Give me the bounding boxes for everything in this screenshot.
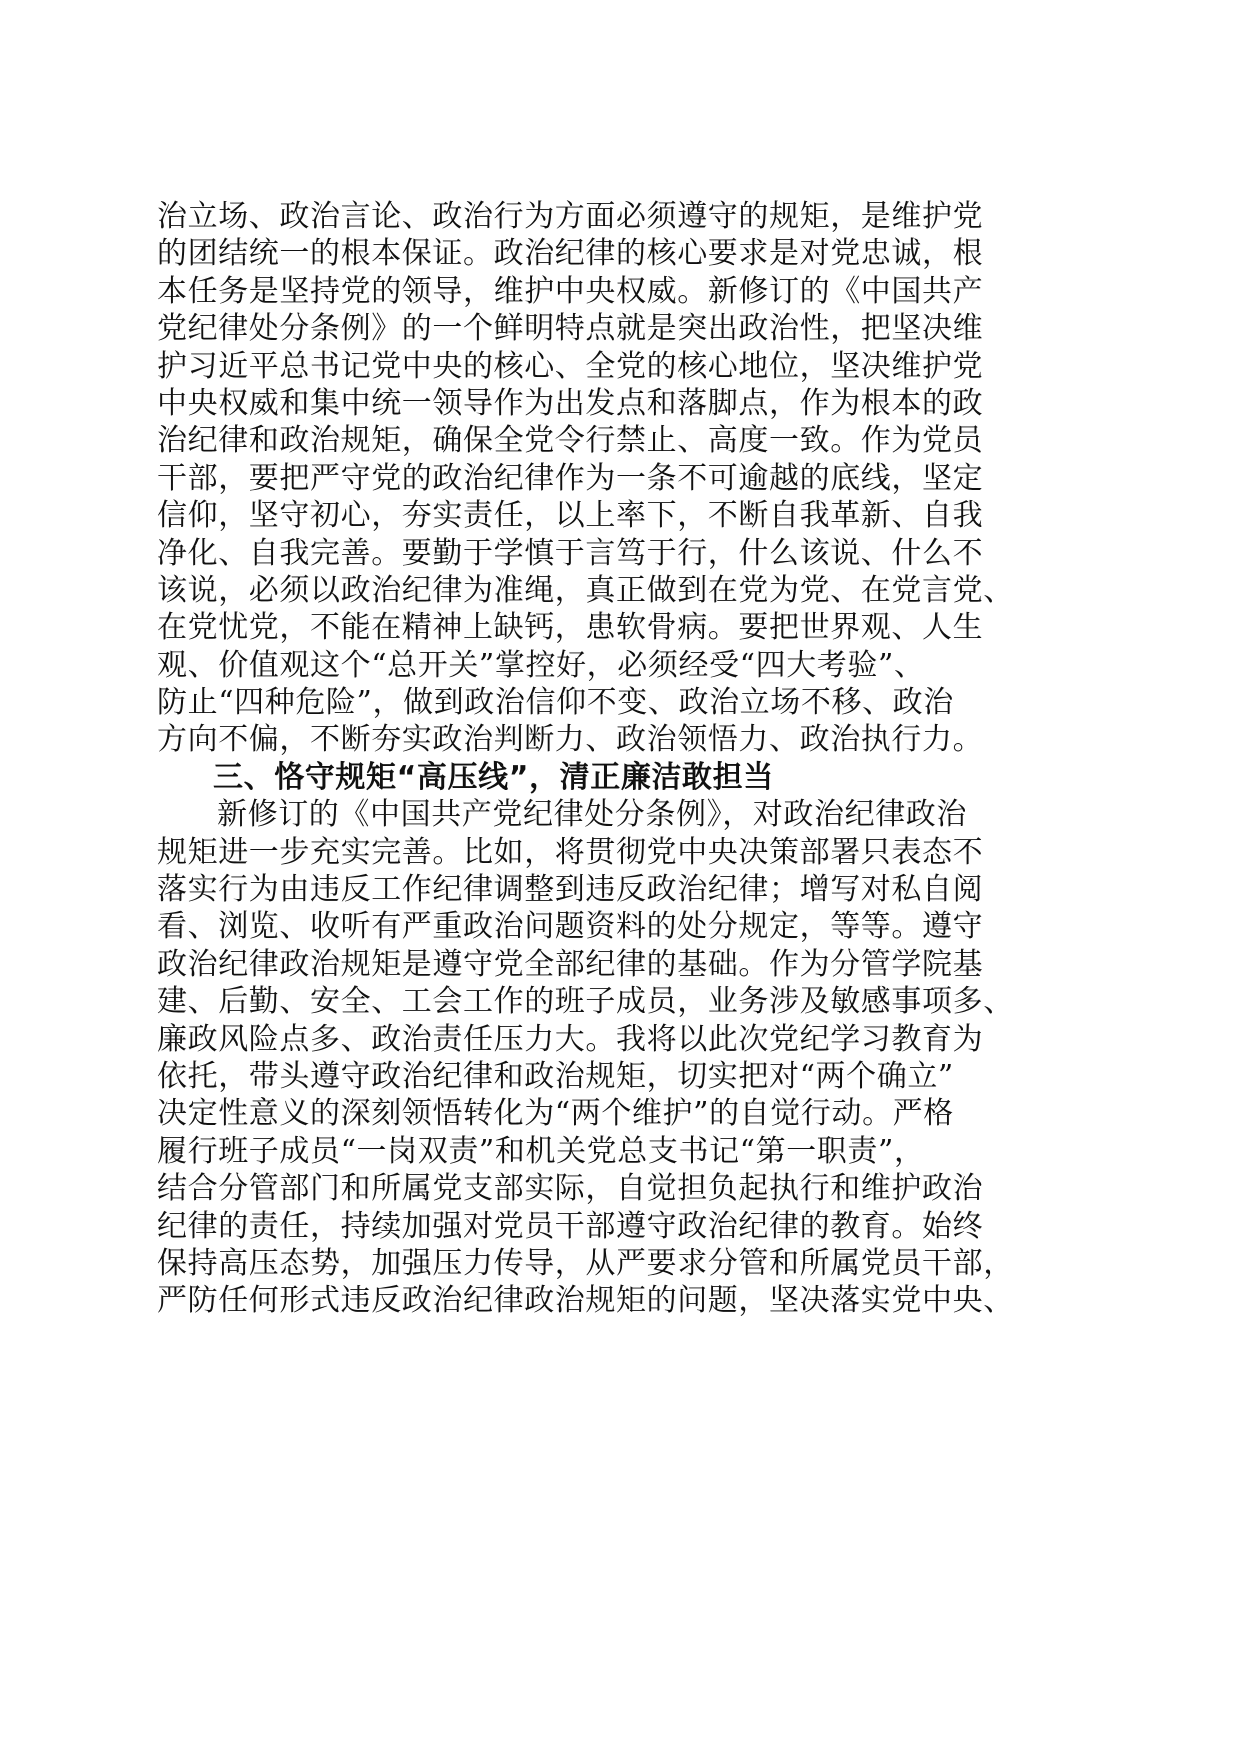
text-line: 新修订的《中国共产党纪律处分条例》，对政治纪律政治 bbox=[217, 797, 967, 833]
text-line: 严防任何形式违反政治纪律政治规矩的问题，坚决落实党中央、 bbox=[157, 1283, 1014, 1319]
text-line: 履行班子成员“一岗双责”和机关党总支书记“第一职责”， bbox=[157, 1133, 925, 1169]
text-line: 中央权威和集中统一领导作为出发点和落脚点，作为根本的政 bbox=[157, 385, 984, 421]
text-line: 干部，要把严守党的政治纪律作为一条不可逾越的底线，坚定 bbox=[157, 460, 984, 496]
text-line: 结合分管部门和所属党支部实际，自觉担负起执行和维护政治 bbox=[157, 1171, 984, 1207]
text-line: 政治纪律政治规矩是遵守党全部纪律的基础。作为分管学院基 bbox=[157, 946, 984, 982]
text-line: 护习近平总书记党中央的核心、全党的核心地位，坚决维护党 bbox=[157, 348, 984, 384]
paragraph-rules-red-line bbox=[157, 796, 1097, 1319]
text-line: 廉政风险点多、政治责任压力大。我将以此次党纪学习教育为 bbox=[157, 1021, 984, 1057]
text-line: 观、价值观这个“总开关”掌控好，必须经受“四大考验”、 bbox=[157, 647, 925, 683]
text-line: 治纪律和政治规矩，确保全党令行禁止、高度一致。作为党员 bbox=[157, 423, 984, 459]
text-line: 净化、自我完善。要勤于学慎于言笃于行，什么该说、什么不 bbox=[157, 535, 984, 571]
text-line: 保持高压态势，加强压力传导，从严要求分管和所属党员干部， bbox=[157, 1245, 1014, 1281]
text-line: 决定性意义的深刻领悟转化为“两个维护”的自觉行动。严格 bbox=[157, 1096, 954, 1132]
text-line: 规矩进一步充实完善。比如，将贯彻党中央决策部署只表态不 bbox=[157, 834, 984, 870]
text-line: 本任务是坚持党的领导，维护中央权威。新修订的《中国共产 bbox=[157, 273, 984, 309]
text-line: 该说，必须以政治纪律为准绳，真正做到在党为党、在党言党、 bbox=[157, 572, 1014, 608]
text-line: 党纪律处分条例》的一个鲜明特点就是突出政治性，把坚决维 bbox=[157, 311, 984, 347]
text-line: 依托，带头遵守政治纪律和政治规矩，切实把对“两个确立” bbox=[157, 1058, 954, 1094]
text-line: 建、后勤、安全、工会工作的班子成员，业务涉及敏感事项多、 bbox=[157, 984, 1014, 1020]
text-line: 的团结统一的根本保证。政治纪律的核心要求是对党忠诚，根 bbox=[157, 236, 984, 272]
paragraph-political-discipline bbox=[157, 198, 1097, 759]
text-line: 看、浏览、收听有严重政治问题资料的处分规定，等等。遵守 bbox=[157, 909, 984, 945]
text-line: 在党忧党，不能在精神上缺钙，患软骨病。要把世界观、人生 bbox=[157, 610, 984, 646]
text-line: 纪律的责任，持续加强对党员干部遵守政治纪律的教育。始终 bbox=[157, 1208, 984, 1244]
text-line: 方向不偏，不断夯实政治判断力、政治领悟力、政治执行力。 bbox=[157, 722, 984, 758]
document-body bbox=[157, 198, 1097, 1320]
text-line: 防止“四种危险”，做到政治信仰不变、政治立场不移、政治 bbox=[157, 685, 954, 721]
section-heading: 三、恪守规矩“高压线”，清正廉洁敢担当 bbox=[213, 759, 774, 795]
text-line: 落实行为由违反工作纪律调整到违反政治纪律；增写对私自阅 bbox=[157, 872, 984, 908]
text-line: 治立场、政治言论、政治行为方面必须遵守的规矩，是维护党 bbox=[157, 199, 984, 234]
text-line: 信仰，坚守初心，夯实责任，以上率下，不断自我革新、自我 bbox=[157, 498, 984, 534]
